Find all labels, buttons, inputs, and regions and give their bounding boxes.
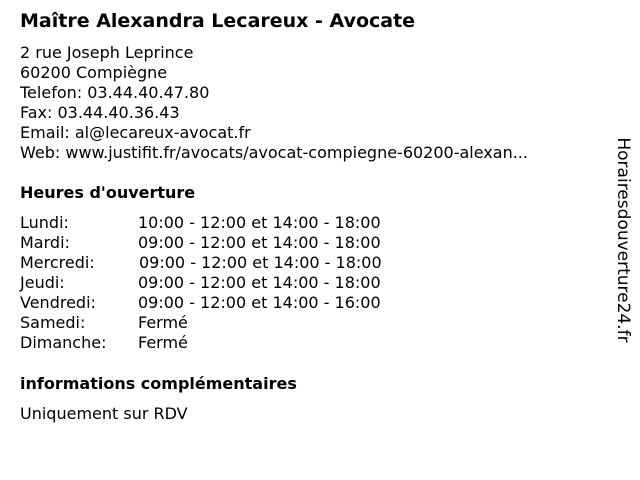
hours-time-value: 09:00 - 12:00 et 14:00 - 18:00	[139, 253, 382, 272]
hours-day-label: Dimanche:	[20, 333, 107, 352]
email-address: Email: al@lecareux-avocat.fr	[20, 123, 251, 142]
website-link[interactable]: Web: www.justifit.fr/avocats/avocat-compiegne-60200-alexan...	[20, 143, 528, 162]
hours-day-label: Lundi:	[20, 213, 69, 232]
additional-info-heading: informations complémentaires	[20, 374, 297, 393]
hours-row-tuesday	[20, 233, 440, 253]
opening-hours-heading: Heures d'ouverture	[20, 183, 196, 202]
hours-time-value: 09:00 - 12:00 et 14:00 - 18:00	[138, 233, 381, 252]
hours-row-thursday	[20, 273, 440, 293]
phone-number: Telefon: 03.44.40.47.80	[20, 83, 210, 102]
hours-day-label: Vendredi:	[20, 293, 96, 312]
additional-info-text: Uniquement sur RDV	[20, 404, 188, 423]
hours-row-friday	[20, 293, 440, 313]
hours-time-value: Fermé	[138, 333, 188, 352]
contact-info	[20, 43, 528, 163]
fax-number: Fax: 03.44.40.36.43	[20, 103, 180, 122]
hours-day-label: Jeudi:	[20, 273, 65, 292]
hours-row-saturday	[20, 313, 440, 333]
hours-row-wednesday	[20, 253, 440, 273]
hours-day-label: Samedi:	[20, 313, 86, 332]
site-watermark: Horairesdouverture24.fr	[613, 137, 633, 343]
hours-row-monday	[20, 213, 440, 233]
hours-time-value: Fermé	[138, 313, 188, 332]
hours-time-value: 09:00 - 12:00 et 14:00 - 18:00	[138, 273, 381, 292]
address-line-street: 2 rue Joseph Leprince	[20, 43, 194, 62]
hours-day-label: Mercredi:	[20, 253, 95, 272]
address-line-city: 60200 Compiègne	[20, 63, 168, 82]
hours-day-label: Mardi:	[20, 233, 70, 252]
hours-row-sunday	[20, 333, 440, 353]
hours-time-value: 09:00 - 12:00 et 14:00 - 16:00	[138, 293, 381, 312]
hours-time-value: 10:00 - 12:00 et 14:00 - 18:00	[138, 213, 381, 232]
opening-hours-table	[20, 213, 440, 353]
page-title: Maître Alexandra Lecareux - Avocate	[20, 10, 416, 32]
